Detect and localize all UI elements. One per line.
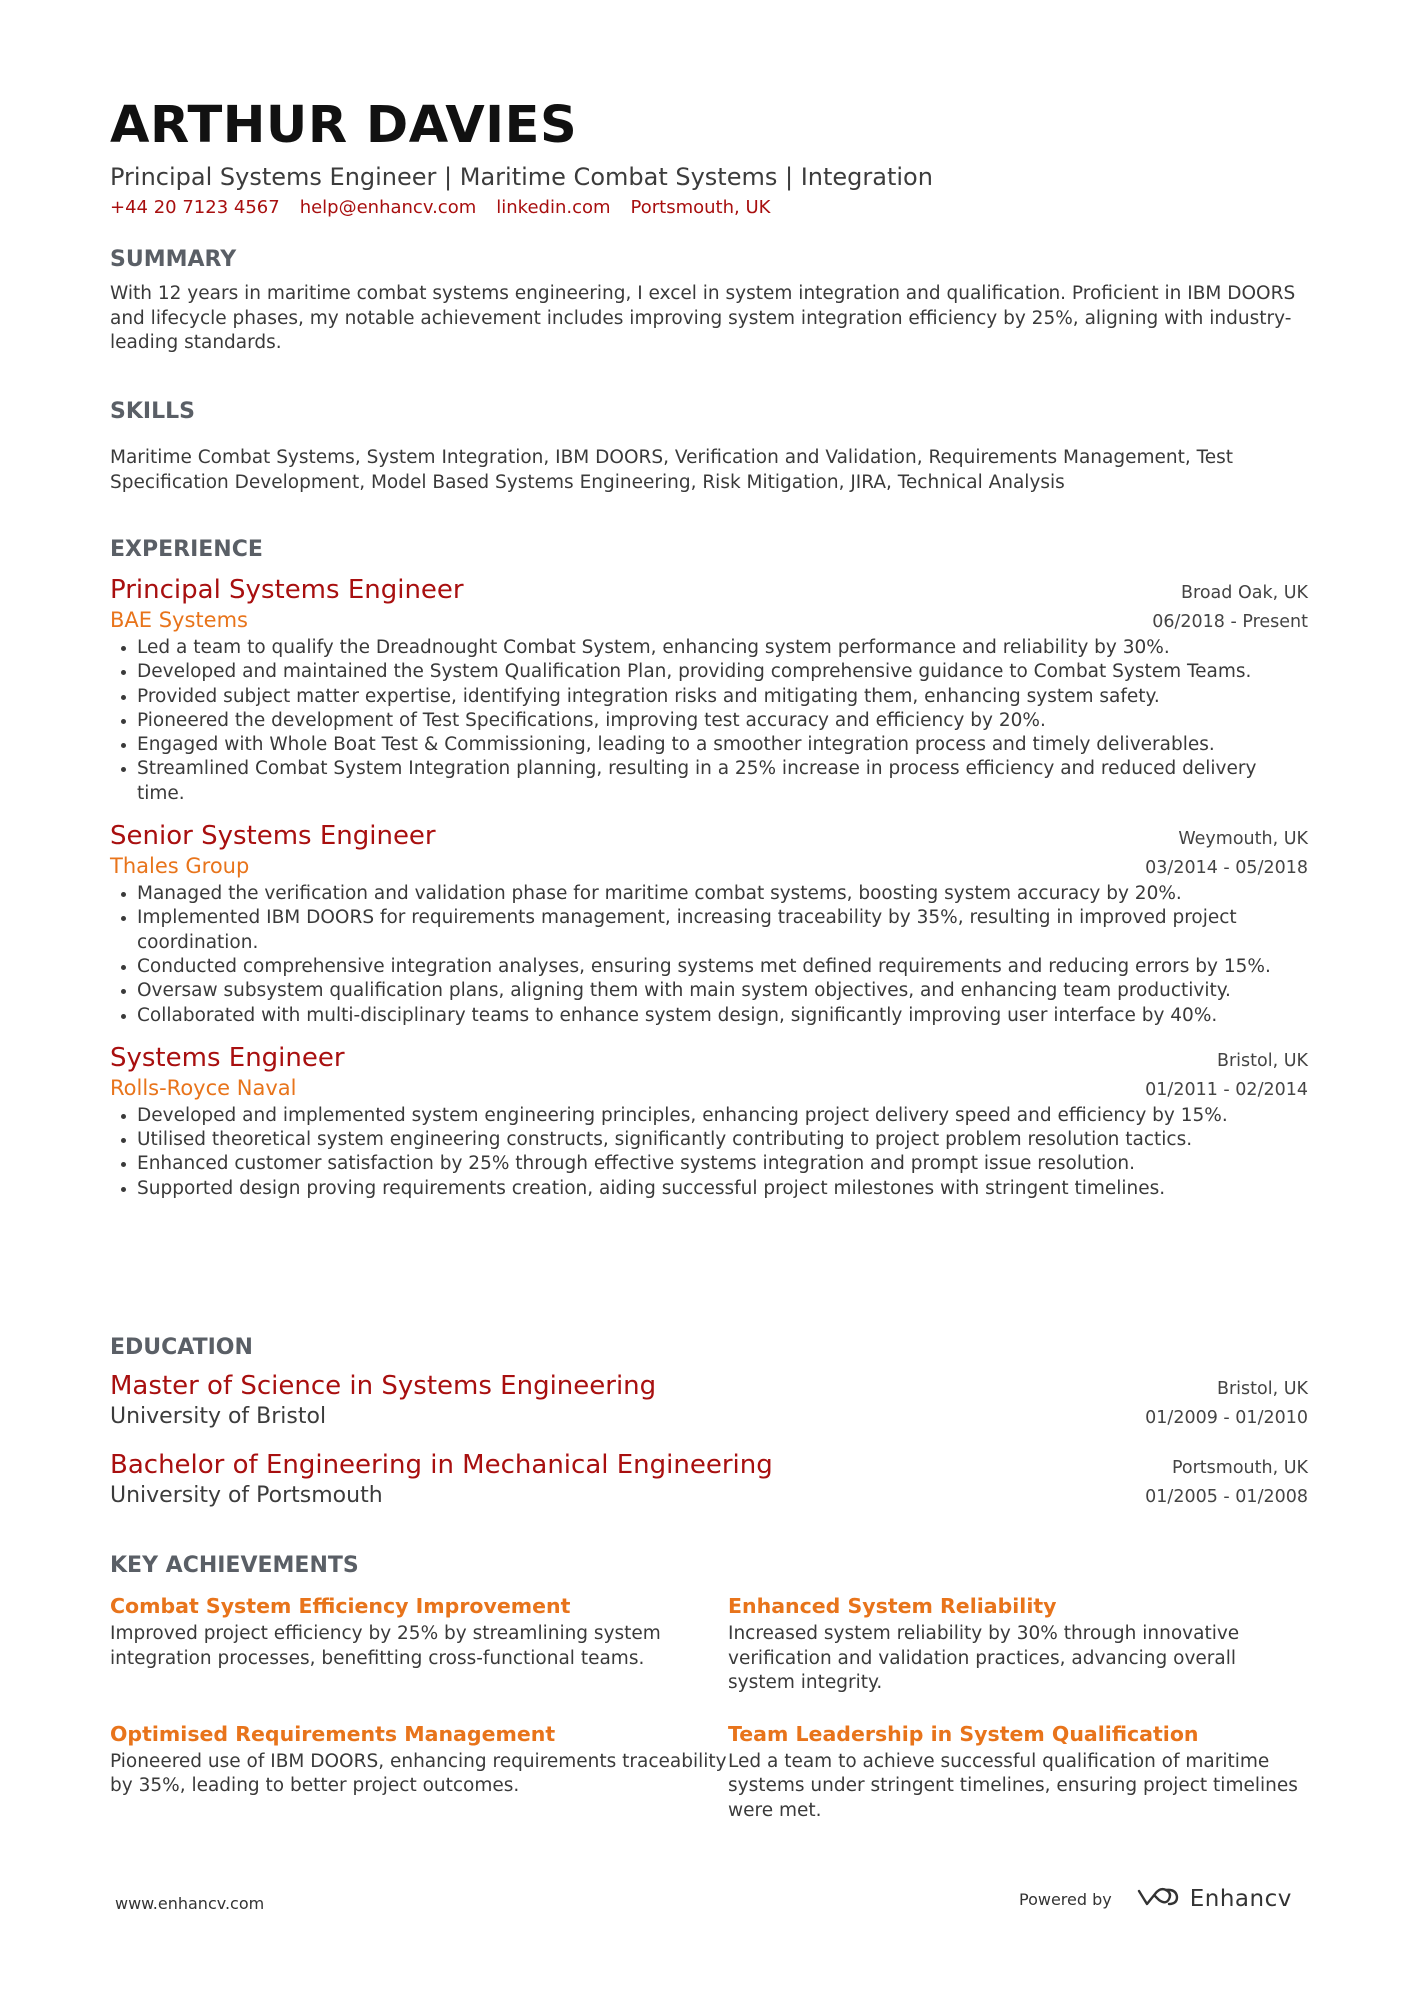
job-company: Thales Group	[110, 854, 250, 879]
bullet-item: • Led a team to qualify the Dreadnought Combat System, enhancing system performance and reliability by 30%.	[137, 636, 1308, 660]
education-subheader	[110, 1481, 1308, 1510]
job-dates: 01/2011 - 02/2014	[1145, 1079, 1308, 1100]
bullet-item: • Supported design proving requirements creation, aiding successful project milestones with stringent timelines.	[137, 1177, 1308, 1201]
job-location: Weymouth, UK	[1178, 829, 1308, 850]
contact-phone[interactable]: +44 20 7123 4567	[110, 197, 280, 218]
education-location: Bristol, UK	[1216, 1379, 1308, 1399]
achievements-section	[110, 1552, 1308, 1823]
job-subheader	[110, 852, 1308, 880]
education-degree: Master of Science in Systems Engineering	[110, 1371, 657, 1401]
headline: Principal Systems Engineer | Maritime Combat Systems | Integration	[110, 163, 933, 191]
enhancv-logo-icon	[1136, 1885, 1190, 1913]
candidate-name: ARTHUR DAVIES	[110, 96, 578, 155]
education-header	[110, 1449, 1308, 1481]
experience-section	[110, 536, 1308, 1201]
education-header	[110, 1370, 1308, 1402]
achievement-text: Led a team to achieve successful qualification of maritime systems under stringent timelines, ensuring project timelines were met.	[728, 1750, 1298, 1821]
education-institution: University of Portsmouth	[110, 1483, 383, 1508]
job-bullets	[110, 636, 1308, 806]
achievement-item	[110, 1592, 728, 1696]
education-location: Portsmouth, UK	[1171, 1458, 1308, 1478]
education-institution: University of Bristol	[110, 1404, 327, 1429]
achievement-text: Increased system reliability by 30% through innovative verification and validation practices, advancing overall system integrity.	[728, 1623, 1240, 1693]
achievements-title: KEY ACHIEVEMENTS	[110, 1553, 359, 1578]
achievement-title: Combat System Efficiency Improvement	[110, 1594, 571, 1618]
experience-title: EXPERIENCE	[110, 537, 263, 562]
education-dates: 01/2009 - 01/2010	[1145, 1408, 1308, 1428]
footer-website[interactable]: www.enhancv.com	[115, 1894, 265, 1913]
skills-text: Maritime Combat Systems, System Integration, IBM DOORS, Verification and Validation, Requirements Management, Test Specification Development, Model Based Systems Engineering, Risk Mitigation, JIRA, Technical Analysis	[110, 447, 1234, 493]
bullet-item: • Provided subject matter expertise, identifying integration risks and mitigating them, enhancing system safety.	[137, 685, 1308, 709]
job-header	[110, 574, 1308, 606]
achievement-text: Pioneered use of IBM DOORS, enhancing requirements traceability by 35%, leading to better project outcomes.	[110, 1750, 727, 1796]
job-entry	[110, 574, 1308, 806]
contact-email[interactable]: help@enhancv.com	[299, 197, 477, 218]
bullet-item: • Engaged with Whole Boat Test & Commissioning, leading to a smoother integration process and timely deliverables.	[137, 733, 1308, 757]
education-entry	[110, 1449, 1308, 1510]
bullet-item: • Implemented IBM DOORS for requirements management, increasing traceability by 35%, resulting in improved project coordination.	[137, 906, 1308, 955]
job-title: Systems Engineer	[110, 1042, 345, 1073]
summary-text: With 12 years in maritime combat systems engineering, I excel in system integration and qualification. Proficient in IBM DOORS and lifecycle phases, my notable achievement includes improving system integration efficiency by 25%, aligning with industry-leading standards.	[110, 283, 1296, 353]
education-degree: Bachelor of Engineering in Mechanical Engineering	[110, 1450, 773, 1480]
bullet-item: • Enhanced customer satisfaction by 25% through effective systems integration and prompt issue resolution.	[137, 1152, 1308, 1176]
achievement-title: Optimised Requirements Management	[110, 1721, 556, 1746]
education-title: EDUCATION	[110, 1335, 253, 1360]
job-bullets	[110, 882, 1308, 1028]
contact-linkedin[interactable]: linkedin.com	[496, 197, 611, 218]
summary-title: SUMMARY	[110, 247, 237, 272]
summary-section	[110, 246, 1308, 356]
bullet-item: • Streamlined Combat System Integration planning, resulting in a 25% increase in process efficiency and reduced delivery time.	[137, 757, 1308, 806]
job-title: Senior Systems Engineer	[110, 821, 436, 852]
job-subheader	[110, 1074, 1308, 1102]
achievement-title: Team Leadership in System Qualification	[728, 1721, 1199, 1746]
footer-branding	[1019, 1885, 1292, 1913]
job-entry	[110, 820, 1308, 1028]
education-entry	[110, 1370, 1308, 1431]
achievement-item	[110, 1720, 728, 1824]
job-entry	[110, 1042, 1308, 1201]
bullet-item: • Oversaw subsystem qualification plans, aligning them with main system objectives, and enhancing team productivity.	[137, 979, 1308, 1003]
bullet-item: • Developed and maintained the System Qualification Plan, providing comprehensive guidance to Combat System Teams.	[137, 660, 1308, 684]
job-header	[110, 820, 1308, 852]
resume-content	[110, 96, 1308, 1821]
brand-name: Enhancv	[1189, 1886, 1292, 1912]
education-section	[110, 1334, 1308, 1510]
bullet-item: • Conducted comprehensive integration analyses, ensuring systems met defined requirements and reducing errors by 15%.	[137, 955, 1308, 979]
education-dates: 01/2005 - 01/2008	[1145, 1487, 1308, 1507]
job-company: Rolls-Royce Naval	[110, 1075, 297, 1100]
education-subheader	[110, 1402, 1308, 1431]
bullet-item: • Managed the verification and validation phase for maritime combat systems, boosting system accuracy by 20%.	[137, 882, 1308, 906]
bullet-item: • Pioneered the development of Test Specifications, improving test accuracy and efficiency by 20%.	[137, 709, 1308, 733]
job-header	[110, 1042, 1308, 1074]
job-bullets	[110, 1104, 1308, 1201]
contact-location: Portsmouth, UK	[630, 197, 771, 218]
achievement-item	[728, 1720, 1308, 1824]
job-dates: 03/2014 - 05/2018	[1145, 858, 1308, 879]
job-title: Principal Systems Engineer	[110, 575, 464, 605]
achievement-title: Enhanced System Reliability	[728, 1594, 1057, 1618]
powered-by-label: Powered by	[1019, 1889, 1112, 1909]
skills-section	[110, 398, 1308, 495]
achievement-item	[728, 1592, 1308, 1696]
job-subheader	[110, 606, 1308, 634]
achievements-grid	[110, 1592, 1308, 1823]
bullet-item: • Utilised theoretical system engineering constructs, significantly contributing to project problem resolution tactics.	[137, 1128, 1308, 1152]
job-location: Broad Oak, UK	[1181, 583, 1308, 603]
skills-title: SKILLS	[110, 399, 195, 424]
bullet-item: • Collaborated with multi-disciplinary teams to enhance system design, significantly improving user interface by 40%.	[137, 1004, 1308, 1028]
job-company: BAE Systems	[110, 608, 248, 632]
job-location: Bristol, UK	[1216, 1050, 1308, 1071]
job-dates: 06/2018 - Present	[1152, 612, 1308, 632]
achievement-text: Improved project efficiency by 25% by streamlining system integration processes, benefitting cross-functional teams.	[110, 1623, 661, 1669]
bullet-item: • Developed and implemented system engineering principles, enhancing project delivery speed and efficiency by 15%.	[137, 1104, 1308, 1128]
contact-bar	[110, 196, 1308, 220]
